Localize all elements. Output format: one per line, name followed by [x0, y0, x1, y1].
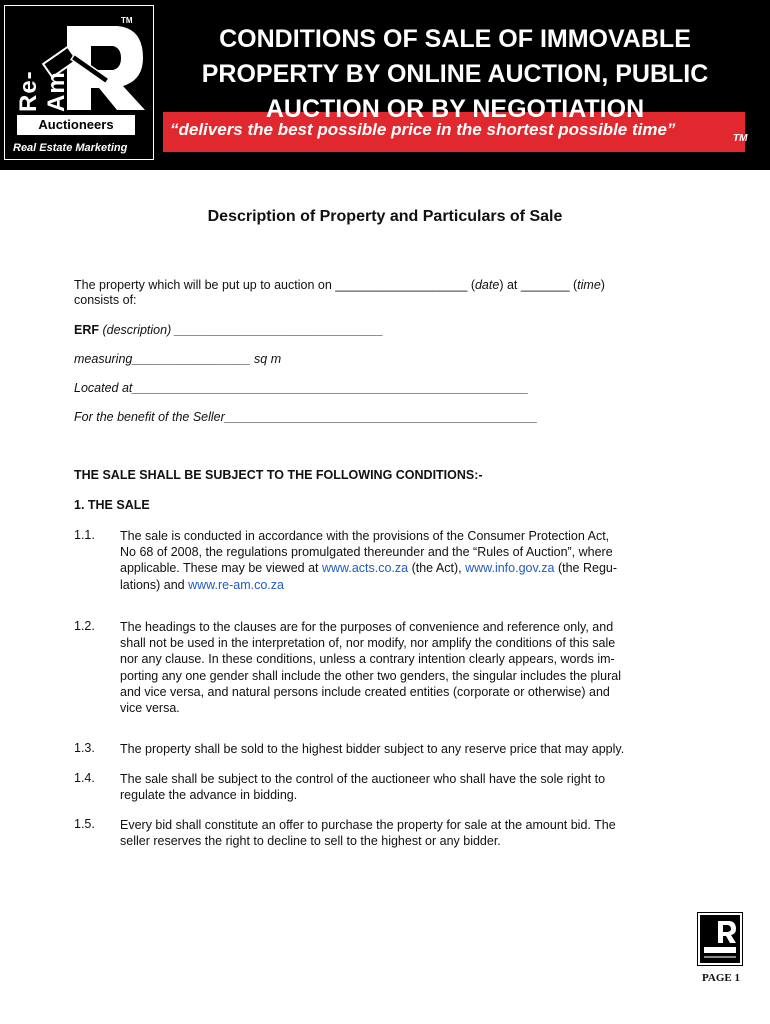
clause-number: 1.5.	[74, 817, 95, 831]
re-am-logo	[4, 5, 154, 160]
clause-line	[120, 577, 695, 593]
erf-field	[74, 322, 383, 339]
page-number: PAGE 1	[702, 972, 740, 984]
title-line-3: AUCTION OR BY NEGOTIATION	[265, 95, 645, 123]
clause-1-5	[120, 817, 695, 849]
clause-line: shall not be used in the interpretation of, nor modify, nor amplify the conditions of this sale	[120, 636, 616, 651]
re-am-small-logo-icon	[698, 913, 742, 965]
clause-1-1	[120, 528, 695, 593]
acts-link[interactable]: www.acts.co.za	[321, 561, 409, 576]
tagline: “delivers the best possible price in the shortest possible time”	[170, 120, 676, 139]
doc-heading: Description of Property and Particulars of Sale	[207, 208, 563, 225]
erf-description: (description) ______________________________	[99, 323, 384, 337]
clause-1-2	[120, 619, 695, 716]
re-am-link[interactable]: www.re-am.co.za	[188, 577, 284, 592]
intro-line-2: consists of:	[74, 293, 137, 307]
clause-line: nor any clause. In these conditions, unless a contrary intention clearly appears, words im-	[120, 652, 615, 667]
clause-line: The property shall be sold to the highest bidder subject to any reserve price that may apply.	[120, 742, 625, 756]
logo-auctioneers: Auctioneers	[17, 115, 135, 135]
title-line-1: CONDITIONS OF SALE OF IMMOVABLE	[219, 25, 691, 53]
tagline-tm: TM	[733, 133, 748, 144]
clause-line: and vice versa, and natural persons include created entities (corporate or otherwise) and	[120, 684, 610, 699]
clause-line: Every bid shall constitute an offer to purchase the property for sale at the amount bid. The	[120, 818, 616, 832]
clause-line: porting any one gender shall include the other two genders, the singular includes the plural	[120, 668, 622, 683]
clause-line	[120, 560, 695, 576]
clause-number: 1.3.	[74, 741, 95, 755]
clause-line: seller reserves the right to decline to sell to the highest or any bidder.	[120, 834, 501, 849]
clause-1-4	[120, 771, 695, 803]
footer-logo	[697, 912, 743, 966]
clause-line: The sale shall be subject to the control of the auctioneer who shall have the sole right to	[120, 772, 606, 786]
title-line-2: PROPERTY BY ONLINE AUCTION, PUBLIC	[201, 60, 709, 88]
erf-label: ERF	[74, 323, 99, 337]
measuring-field	[74, 351, 281, 368]
intro-date: date	[474, 278, 500, 292]
section-heading-sale: 1. THE SALE	[74, 498, 150, 512]
measuring-label: measuring_________________	[74, 352, 251, 366]
clause-number: 1.1.	[74, 528, 95, 542]
logo-subtitle: Real Estate Marketing	[13, 142, 128, 154]
intro-part-2: ) at _______ (	[499, 278, 578, 292]
clause-number: 1.4.	[74, 771, 95, 785]
clause-1-3	[120, 741, 695, 757]
intro-part-1: The property which will be put up to auction on ___________________ (	[74, 278, 475, 292]
measuring-unit: sq m	[250, 352, 282, 366]
clause-text: lations) and	[120, 577, 189, 592]
clause-text: (the Regu-	[554, 561, 618, 576]
located-field: Located at_________________________________________________________	[74, 381, 529, 395]
benefit-field: For the benefit of the Seller_____________________________________________	[74, 410, 538, 424]
clause-text: applicable. These may be viewed at	[120, 561, 322, 576]
intro-line-1	[74, 277, 605, 294]
clause-line: The headings to the clauses are for the purposes of convenience and reference only, and	[120, 620, 614, 634]
clause-line: No 68 of 2008, the regulations promulgated thereunder and the “Rules of Auction”, where	[120, 545, 613, 560]
clause-line: regulate the advance in bidding.	[120, 788, 298, 803]
info-gov-link[interactable]: www.info.gov.za	[465, 561, 555, 576]
clause-line: The sale is conducted in accordance with the provisions of the Consumer Protection Act,	[120, 529, 610, 543]
conditions-heading: THE SALE SHALL BE SUBJECT TO THE FOLLOWING CONDITIONS:-	[74, 468, 483, 482]
clause-text: (the Act),	[408, 561, 466, 576]
clause-number: 1.2.	[74, 619, 95, 633]
page-title	[170, 22, 740, 127]
logo-name: Re-Am	[15, 70, 70, 112]
intro-time: time	[577, 278, 601, 292]
clause-line: vice versa.	[120, 701, 180, 716]
logo-tm: TM	[121, 16, 133, 25]
intro-part-3: )	[600, 278, 605, 292]
document-header	[0, 0, 770, 170]
